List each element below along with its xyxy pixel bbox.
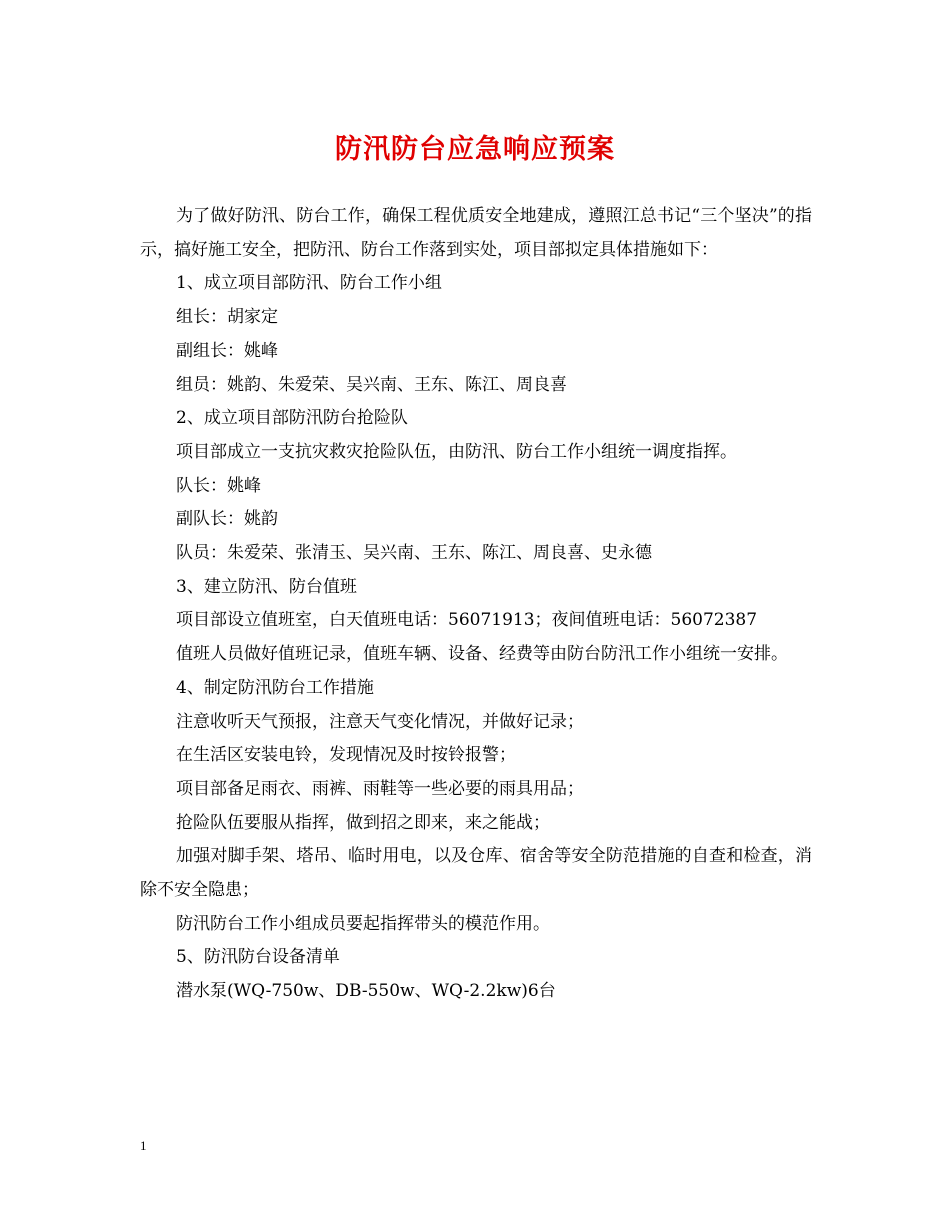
paragraph-line: 项目部设立值班室，白天值班电话：56071913；夜间值班电话：56072387: [176, 610, 758, 631]
paragraph-line: 队长：姚峰: [176, 475, 261, 496]
paragraph-line: 队员：朱爱荣、张清玉、吴兴南、王东、陈江、周良喜、史永德: [176, 543, 652, 564]
page-number: 1: [140, 1138, 147, 1153]
paragraph-line: 抢险队伍要服从指挥，做到招之即来，来之能战；: [176, 812, 550, 833]
document-title: 防汛防台应急响应预案: [335, 134, 615, 165]
paragraph-line: 防汛防台工作小组成员要起指挥带头的模范作用。: [176, 913, 550, 934]
paragraph-line: 副组长：姚峰: [176, 340, 278, 361]
paragraph-line: 项目部备足雨衣、雨裤、雨鞋等一些必要的雨具用品；: [176, 778, 584, 799]
paragraph-line: 项目部成立一支抗灾救灾抢险队伍，由防汛、防台工作小组统一调度指挥。: [176, 441, 737, 462]
paragraph-line: 潜水泵(WQ-750w、DB-550w、WQ-2.2kw)6台: [176, 981, 556, 1002]
paragraph-line: 注意收听天气预报，注意天气变化情况，并做好记录；: [176, 711, 584, 732]
section-heading-5: 5、防汛防台设备清单: [176, 947, 340, 968]
section-heading-4: 4、制定防汛防台工作措施: [176, 677, 374, 698]
section-heading-3: 3、建立防汛、防台值班: [176, 576, 357, 597]
paragraph-line: 值班人员做好值班记录，值班车辆、设备、经费等由防台防汛工作小组统一安排。: [176, 644, 788, 665]
paragraph-line: 在生活区安装电铃，发现情况及时按铃报警；: [176, 745, 516, 766]
document-body: [140, 200, 812, 1009]
intro-paragraph: 为了做好防汛、防台工作，确保工程优质安全地建成，遵照江总书记“三个坚决”的指示，搞好施工安全，把防汛、防台工作落到实处，项目部拟定具体措施如下：: [140, 206, 812, 260]
paragraph-line: 组员：姚韵、朱爱荣、吴兴南、王东、陈江、周良喜: [176, 374, 567, 395]
section-heading-2: 2、成立项目部防汛防台抢险队: [176, 408, 408, 429]
paragraph-line: 副队长：姚韵: [176, 509, 278, 530]
paragraph-line: 组长：胡家定: [176, 307, 278, 328]
paragraph-line: 加强对脚手架、塔吊、临时用电，以及仓库、宿舍等安全防范措施的自查和检查，消除不安全隐患；: [140, 846, 812, 901]
section-heading-1: 1、成立项目部防汛、防台工作小组: [176, 273, 442, 294]
